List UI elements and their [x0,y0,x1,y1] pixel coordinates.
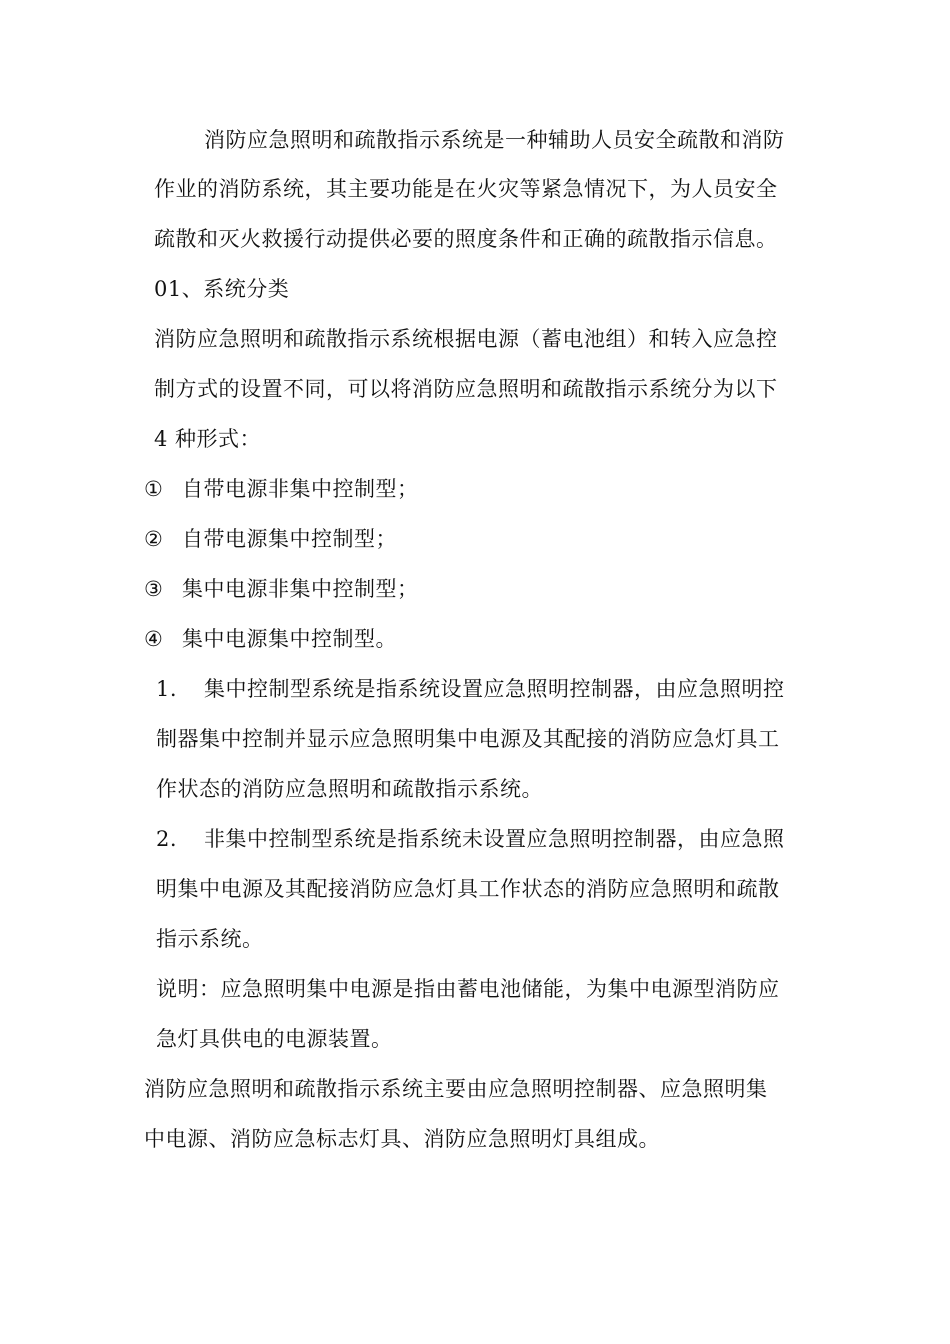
type-text-3: 集中电源非集中控制型； [182,577,419,601]
type-marker-3: ③ [144,577,164,601]
type-item-1 [144,474,419,504]
note-line-1: 说明：应急照明集中电源是指由蓄电池储能，为集中电源型消防应 [156,977,780,1001]
item1-line-3: 作状态的消防应急照明和疏散指示系统。 [156,777,543,801]
item2-line-1 [156,824,785,854]
item1-line-1 [156,674,785,704]
type-item-2 [144,524,397,554]
type-marker-2: ② [144,527,164,551]
item1-text-1: 集中控制型系统是指系统设置应急照明控制器，由应急照明控 [204,677,785,701]
type-marker-1: ① [144,477,164,501]
classification-line-3: 4 种形式： [154,427,262,451]
item2-line-2: 明集中电源及其配接消防应急灯具工作状态的消防应急照明和疏散 [156,877,780,901]
item2-line-3: 指示系统。 [156,927,264,951]
conclusion-line-1: 消防应急照明和疏散指示系统主要由应急照明控制器、应急照明集 [144,1077,768,1101]
intro-line-2: 作业的消防系统，其主要功能是在火灾等紧急情况下，为人员安全 [154,177,778,201]
type-text-1: 自带电源非集中控制型； [182,477,419,501]
item2-marker: 2. [156,827,178,851]
note-line-2: 急灯具供电的电源装置。 [156,1027,393,1051]
conclusion-line-2: 中电源、消防应急标志灯具、消防应急照明灯具组成。 [144,1127,660,1151]
section-heading: 01、系统分类 [154,277,290,301]
item2-text-1: 非集中控制型系统是指系统未设置应急照明控制器，由应急照 [204,827,785,851]
classification-line-2: 制方式的设置不同，可以将消防应急照明和疏散指示系统分为以下 [154,377,778,401]
item1-marker: 1. [156,677,178,701]
classification-line-1: 消防应急照明和疏散指示系统根据电源（蓄电池组）和转入应急控 [154,327,778,351]
intro-line-1: 消防应急照明和疏散指示系统是一种辅助人员安全疏散和消防 [204,128,785,152]
type-item-4 [144,624,397,654]
item1-line-2: 制器集中控制并显示应急照明集中电源及其配接的消防应急灯具工 [156,727,780,751]
intro-line-3: 疏散和灭火救援行动提供必要的照度条件和正确的疏散指示信息。 [154,227,778,251]
type-item-3 [144,574,419,604]
type-marker-4: ④ [144,627,164,651]
type-text-2: 自带电源集中控制型； [182,527,397,551]
type-text-4: 集中电源集中控制型。 [182,627,397,651]
